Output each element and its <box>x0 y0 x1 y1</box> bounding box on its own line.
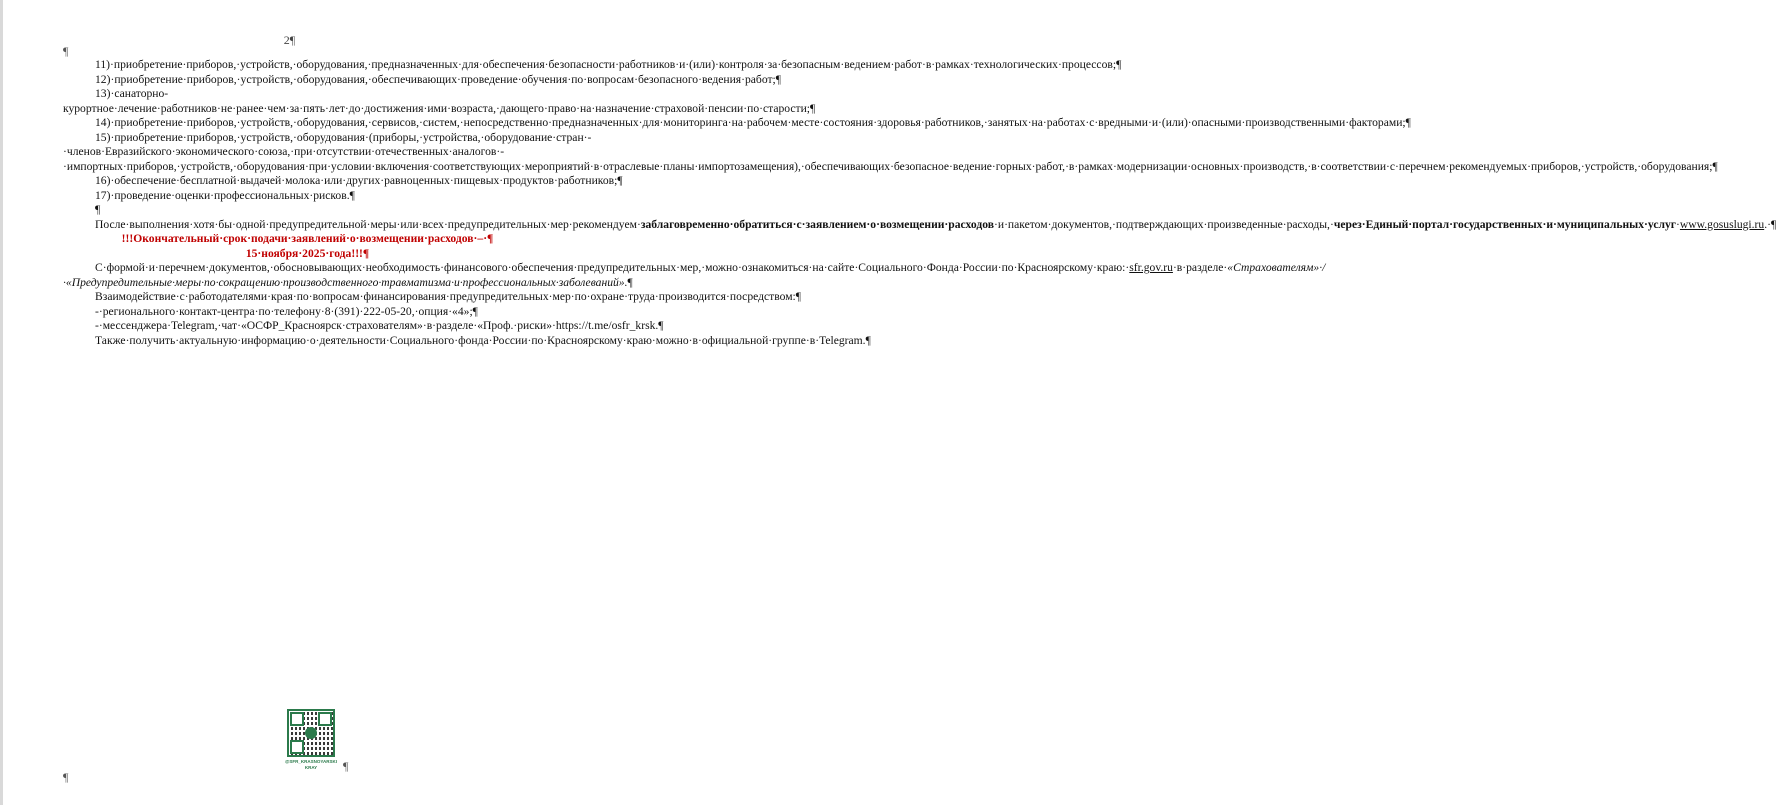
deadline-line-2: 15·ноября·2025·года!!!¶ <box>245 246 370 260</box>
info-text: ·в·разделе· <box>1172 261 1228 274</box>
list-item: 12)·приобретение·приборов,·устройств,·оборудования,·обеспечивающих·проведение·обучения·по·вопросам·безопасного·ведения·работ;¶ <box>95 72 782 86</box>
empty-paragraph: ¶ <box>95 203 101 216</box>
contact-center-item: -·регионального·контакт-центра·по·телефону·8·(391)·222-05-20,·опция·«4»;¶ <box>95 304 478 318</box>
paragraph-mark: ¶ <box>343 759 349 773</box>
list-item: 16)·обеспечение·бесплатной·выдачей·молока·или·других·равноценных·пищевых·продуктов·работников;¶ <box>95 174 623 187</box>
page-number: 2¶ <box>283 33 296 47</box>
apply-text: · <box>1676 217 1680 231</box>
info-paragraph <box>63 261 1326 290</box>
info-text: С·формой·и·перечнем·документов,·обосновывающих·необходимость·финансового·обеспечения·предупредительных·мер,·можно·ознакомиться·на·сайте·Социального·Фонда·России·по·Красноярскому·краю:· <box>95 261 1130 274</box>
sfr-link[interactable]: sfr.gov.ru <box>1129 261 1173 274</box>
qr-code-block <box>285 709 337 769</box>
page-edge <box>0 0 3 805</box>
telegram-paragraph: Также·получить·актуальную·информацию·о·деятельности·Социального·фонда·России·по·Красноярскому·краю·можно·в·официальной·группе·в·Telegram.¶ <box>95 333 871 347</box>
apply-bold: через·Единый·портал·государственных·и·муниципальных·услуг <box>1333 217 1677 231</box>
list-item: 15)·приобретение·приборов,·устройств,·оборудования·(приборы,·устройства,·оборудование·стран·-·членов·Евразийского·экономического·союза,·при·отсутствии·отечественных·аналогов·-·импортных·приборов,·устройств,·оборудования·при·условии·включения·соответствующих·мероприятий·в·отраслевые·планы·импортозамещения),·обеспечивающих·безопасное·ведение·горных·работ,·в·рамках·модернизации·основных·производств,·в·соответствии·с·перечнем·рекомендуемых·приборов,·устройств,·оборудования;¶ <box>63 130 1718 173</box>
qr-code-icon <box>287 709 335 757</box>
info-italic: «Страхователям»·/·«Предупредительные·меры·по·сокращению·производственного·травматизма·и·профессиональных·заболеваний». <box>63 261 1326 289</box>
interaction-paragraph: Взаимодействие·с·работодателями·края·по·вопросам·финансирования·предупредительных·мер·по·охране·труда·производится·посредством:¶ <box>95 290 802 303</box>
apply-text: .·¶ <box>1764 217 1776 231</box>
apply-text: После·выполнения·хотя·бы·одной·предупредительной·меры·или·всех·предупредительных·мер·рекомендуем· <box>95 217 641 231</box>
apply-paragraph <box>63 217 1776 233</box>
document-body <box>63 58 1776 348</box>
paragraph-mark: ¶ <box>63 44 69 58</box>
gosuslugi-link[interactable]: www.gosuslugi.ru <box>1679 217 1765 231</box>
apply-bold: заблаговременно·обратиться·с·заявлением·о·возмещении·расходов <box>640 217 994 231</box>
list-item: 14)·приобретение·приборов,·устройств,·оборудования,·сервисов,·систем,·непосредственно·предназначенных·для·мониторинга·на·рабочем·месте·состояния·здоровья·работников,·занятых·на·работах·с·вредными·и·(или)·опасными·производственными·факторами;¶ <box>95 116 1411 129</box>
list-item: 11)·приобретение·приборов,·устройств,·оборудования,·предназначенных·для·обеспечения·безопасности·работников·и·(или)·контроля·за·безопасным·ведением·работ·в·рамках·технологических·процессов;¶ <box>95 58 1122 71</box>
info-text: ¶ <box>627 275 633 289</box>
messenger-item: -·мессенджера·Telegram,·чат·«ОСФР_Красноярск·страхователям»·в·разделе·«Проф.·риски»·https://t.me/osfr_krsk.¶ <box>95 319 664 332</box>
deadline-line-1: !!!Окончательный·срок·подачи·заявлений·о·возмещении·расходов·–·¶ <box>121 232 494 245</box>
qr-caption: @SFR_KRASNOYARSKI KRAY <box>285 759 337 770</box>
paragraph-mark: ¶ <box>63 770 69 784</box>
list-item: 13)·санаторно-курортное·лечение·работников·не·ранее·чем·за·пять·лет·до·достижения·ими·возраста,·дающего·право·на·назначение·страховой·пенсии·по·старости;¶ <box>63 87 816 115</box>
list-item: 17)·проведение·оценки·профессиональных·рисков.¶ <box>95 188 355 202</box>
apply-text: ·и·пакетом·документов,·подтверждающих·произведенные·расходы,· <box>994 217 1334 231</box>
